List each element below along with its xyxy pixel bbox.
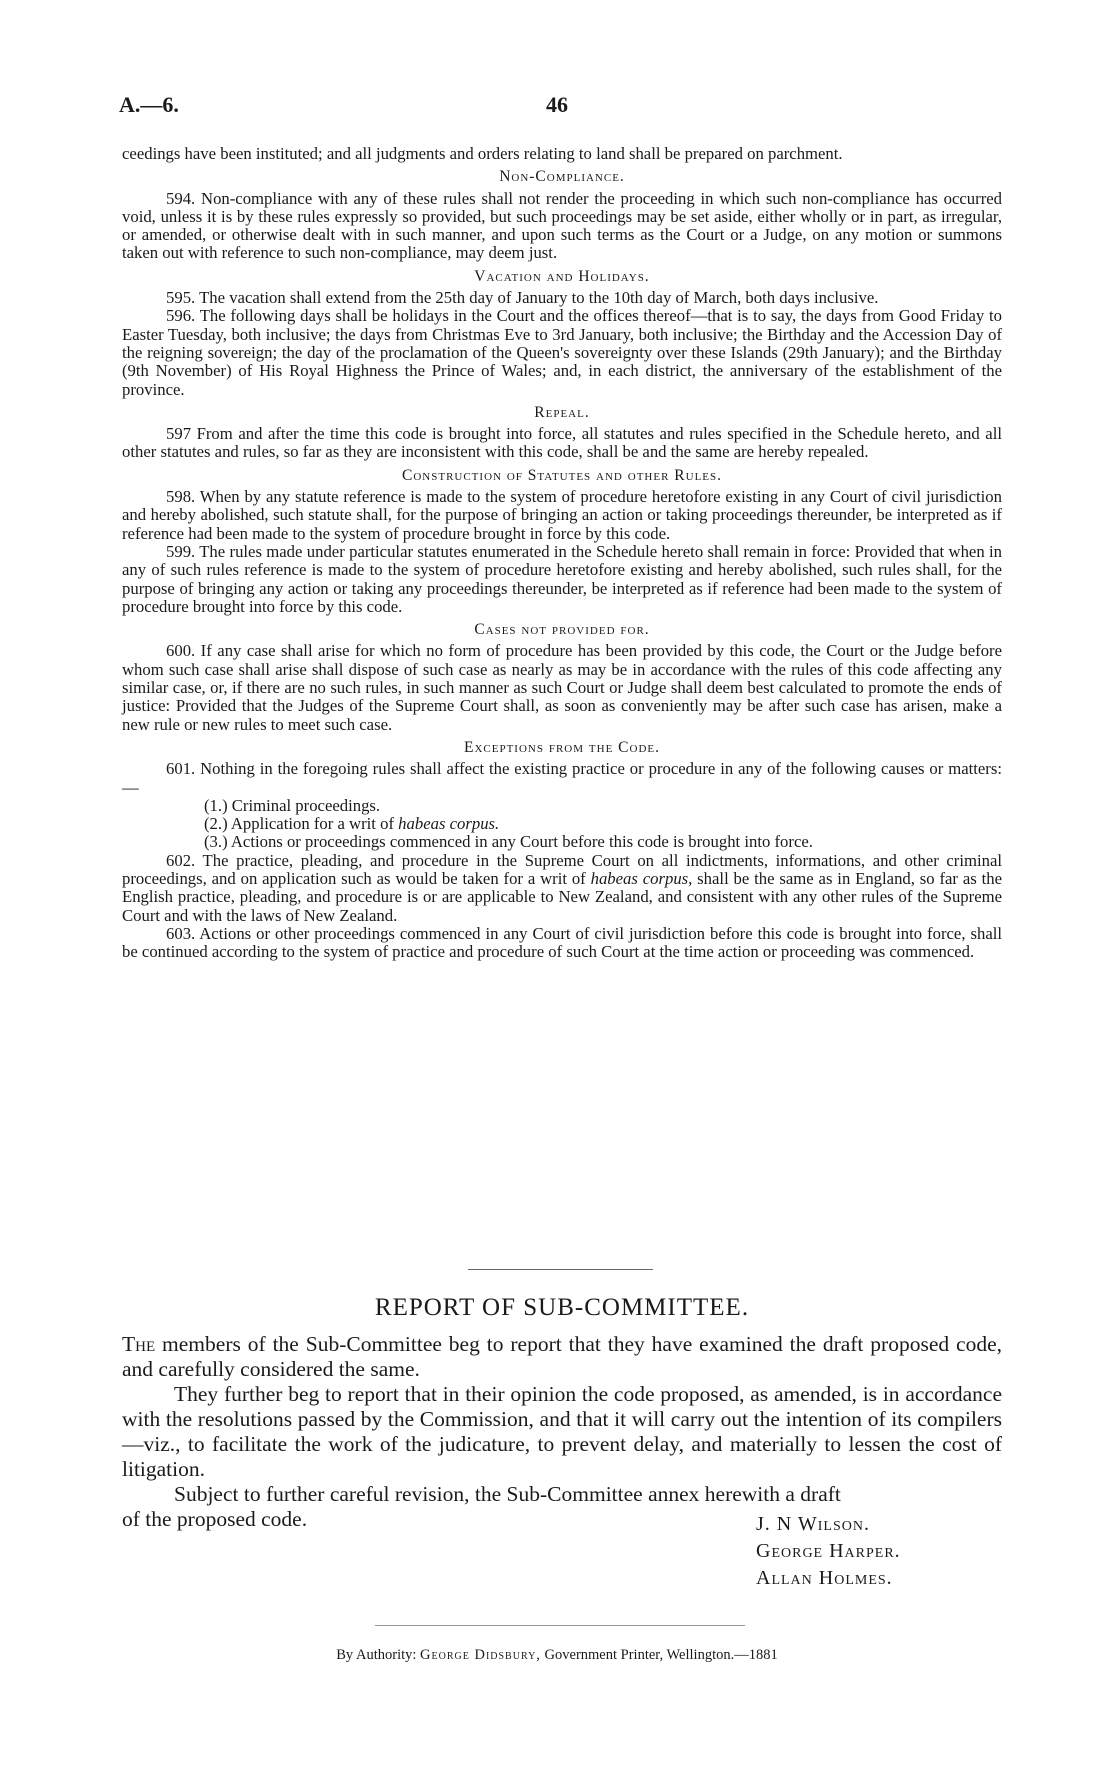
rules-text (122, 145, 1002, 961)
sub-committee-report (122, 1295, 1002, 1532)
footer-divider (375, 1625, 745, 1626)
heading-vacation-holidays: Vacation and Holidays. (474, 267, 650, 285)
section-divider (468, 1269, 653, 1270)
paragraph-598: 598. When by any statute reference is made to the system of procedure heretofore existing in any Court of civil jurisdiction and hereby abolished, such statute shall, for the purpose of bringing an action or taking proceedings thereunder, be interpreted as if reference had been made to the system of procedure brought in force by this code. (122, 487, 1002, 543)
report-title: REPORT OF SUB-COMMITTEE. (374, 1294, 750, 1321)
paragraph-599: 599. The rules made under particular statutes enumerated in the Schedule hereto shall remain in force: Provided that when in any of such rules reference is made to the system of procedure heretofore existing and hereby abolished, such rules shall, for the purpose of bringing any action or taking any proceedings thereunder, be interpreted as if reference had been made to the system of procedure brought into force by this code. (122, 541, 1002, 616)
paragraph-595: 595. The vacation shall extend from the 25th day of January to the 10th day of March, both days inclusive. (166, 288, 879, 308)
list-item-1: (1.) Criminal proceedings. (204, 795, 381, 815)
paragraph-602 (122, 852, 1002, 925)
list-item-3: (3.) Actions or proceedings commenced in any Court before this code is brought into force. (204, 832, 813, 852)
printer-footer (0, 1647, 1114, 1664)
footer-suffix: Government Printer, Wellington.—1881 (540, 1647, 778, 1663)
heading-construction: Construction of Statutes and other Rules. (402, 466, 722, 484)
signatory-holmes: Allan Holmes. (756, 1567, 893, 1589)
paragraph-594: 594. Non-compliance with any of these rules shall not render the proceeding in which such non-compliance has occurred void, unless it is by these rules expressly so provided, but such proceedings may be set aside, either wholly or in part, as irregular, or amended, or otherwise dealt with in such manner, and upon such terms as the Court or a Judge, on any motion or summons taken out with reference to such non-compliance, may deem just. (122, 188, 1002, 263)
paragraph-600: 600. If any case shall arise for which no form of procedure has been provided by this code, the Court or the Judge before whom such case shall arise shall dispose of such case as nearly as may be in accordance with the rules of this code affecting any similar case, or, if there are no such rules, in such manner as such Court or Judge shall deem best calculated to promote the ends of justice: Provided that the Judges of the Supreme Court shall, as soon as conveniently may be after such case has arisen, make a new rule or new rules to meet such case. (122, 641, 1002, 734)
paragraph-602-part2: shall be the same as in England, so far as the English practice, pleading, and procedure is or are applicable to New Zealand, and consistent with any other rules of the Supreme Court and with the laws of New Zealand. (122, 868, 1002, 925)
heading-exceptions: Exceptions from the Code. (464, 738, 660, 756)
signatory-wilson: J. N Wilson. (756, 1513, 870, 1535)
paragraph-602-italic: habeas corpus, (590, 868, 693, 888)
paragraph-602-part1: 602. The practice, pleading, and procedure in the Supreme Court on all indictments, informations, and other criminal proceedings, and on application such as would be taken for a writ of (122, 850, 1002, 888)
paragraph-596: 596. The following days shall be holidays in the Court and the offices thereof—that is to say, the days from Good Friday to Easter Tuesday, both inclusive; the days from Christmas Eve to 3rd January, both inclusive; the Birthday and the Accession Day of the reigning sovereign; the day of the proclamation of the Queen's sovereignty over these Islands (29th January); and the Birthday (9th November) of His Royal Highness the Prince of Wales; and, in each district, the anniversary of the establishment of the province. (122, 306, 1002, 399)
list-item-2-italic: habeas corpus. (398, 814, 500, 834)
heading-repeal: Repeal. (534, 403, 590, 421)
paragraph-continuation: ceedings have been instituted; and all judgments and orders relating to land shall be prepared on parchment. (122, 144, 843, 163)
report-paragraph-1 (122, 1332, 1002, 1382)
paragraph-601: 601. Nothing in the foregoing rules shall affect the existing practice or procedure in any of the following causes or matters:— (122, 759, 1002, 797)
signatories (756, 1511, 901, 1592)
list-item-2-text: (2.) Application for a writ of (204, 814, 399, 834)
report-paragraph-3-line-2: of the proposed code. (122, 1507, 308, 1531)
document-reference: A.—6. (119, 92, 179, 117)
report-paragraph-3-line-1: Subject to further careful revision, the Sub-Committee annex herewith a draft (174, 1482, 841, 1506)
footer-prefix: By Authority: (336, 1647, 421, 1663)
signatory-harper: George Harper. (756, 1540, 901, 1562)
footer-printer-name: George Didsbury, (420, 1647, 541, 1663)
report-paragraph-1-lead: The (122, 1332, 156, 1356)
report-paragraph-1-text: members of the Sub-Committee beg to report that they have examined the draft proposed code, and carefully considered the same. (122, 1332, 1002, 1381)
paragraph-597: 597 From and after the time this code is brought into force, all statutes and rules specified in the Schedule hereto, and all other statutes and rules, so far as they are inconsistent with this code, shall be and the same are hereby repealed. (122, 424, 1002, 462)
heading-cases-not-provided: Cases not provided for. (474, 621, 650, 639)
paragraph-603: 603. Actions or other proceedings commenced in any Court of civil jurisdiction before this code is brought into force, shall be continued according to the system of practice and procedure of such Court at the time action or proceeding was commenced. (122, 923, 1002, 962)
report-paragraph-2: They further beg to report that in their opinion the code proposed, as amended, is in accordance with the resolutions passed by the Commission, and that it will carry out the intention of its compilers—viz., to facilitate the work of the judicature, to prevent delay, and materially to lessen the cost of litigation. (122, 1382, 1002, 1481)
list-item-2 (122, 815, 1002, 833)
heading-non-compliance: Non-Compliance. (499, 168, 625, 186)
page-number: 46 (546, 92, 568, 117)
